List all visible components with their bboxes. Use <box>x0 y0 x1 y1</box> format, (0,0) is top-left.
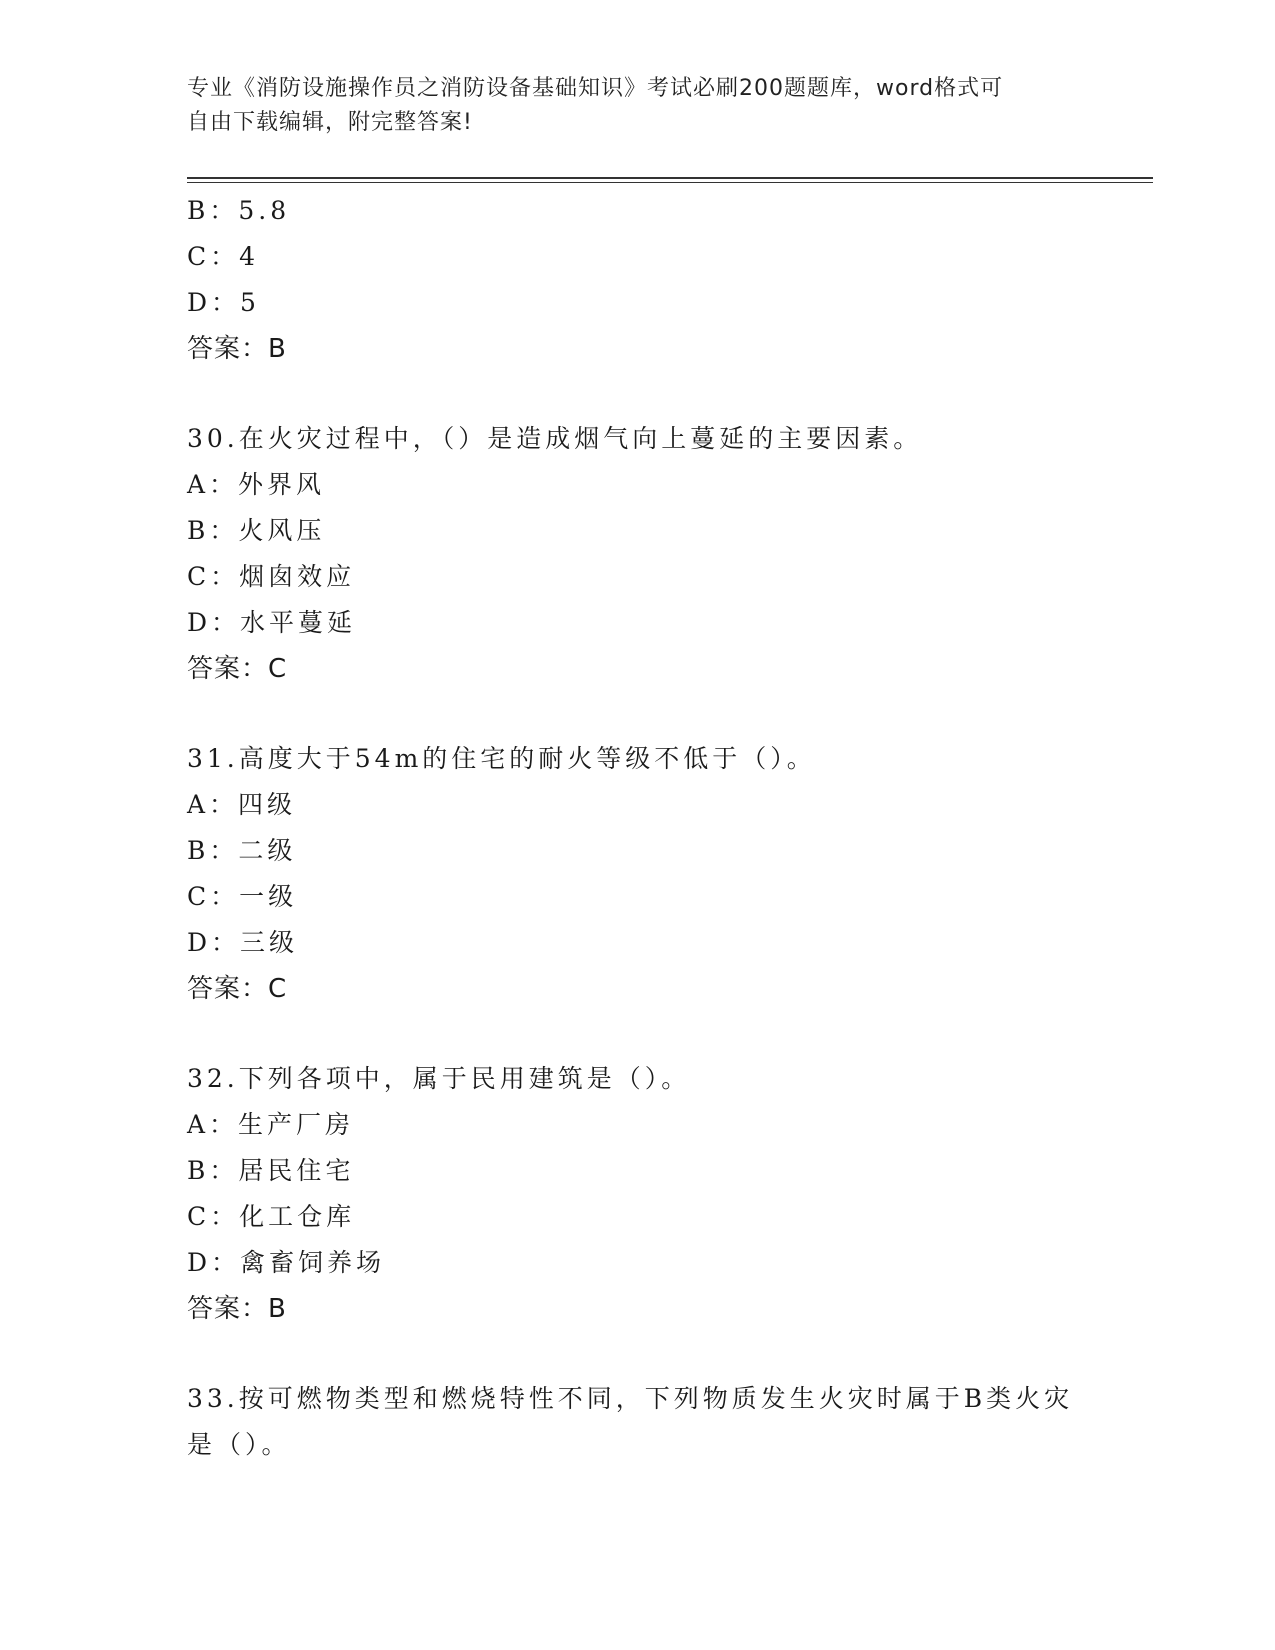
answer-line: 答案：B <box>187 334 287 364</box>
spacer <box>187 372 1153 416</box>
question-stem: 31.高度大于54m的住宅的耐火等级不低于（）。 <box>187 744 816 773</box>
question-stem: 30.在火灾过程中，（）是造成烟气向上蔓延的主要因素。 <box>187 424 923 453</box>
option-b: B：5.8 <box>187 196 291 225</box>
option-a: A：生产厂房 <box>187 1110 355 1139</box>
spacer <box>187 1012 1153 1056</box>
option-d: D：禽畜饲养场 <box>187 1248 386 1277</box>
option-c: C：4 <box>187 242 260 271</box>
option-d: D：三级 <box>187 928 299 957</box>
question-block-32 <box>187 1056 1153 1332</box>
option-b: B：火风压 <box>187 516 326 545</box>
option-c: C：烟囱效应 <box>187 562 356 591</box>
answer-line: 答案：B <box>187 1294 287 1324</box>
question-block-30 <box>187 416 1153 692</box>
option-a: A：四级 <box>187 790 297 819</box>
question-content <box>187 188 1153 1468</box>
option-d: D：5 <box>187 288 260 317</box>
spacer <box>187 692 1153 736</box>
spacer <box>187 1332 1153 1376</box>
question-stem-line-2: 是（）。 <box>187 1430 291 1459</box>
question-block-31 <box>187 736 1153 1012</box>
question-stem: 32.下列各项中，属于民用建筑是（）。 <box>187 1064 691 1093</box>
question-block-33 <box>187 1376 1153 1468</box>
option-c: C：一级 <box>187 882 298 911</box>
option-d: D：水平蔓延 <box>187 608 357 637</box>
answer-line: 答案：C <box>187 974 288 1004</box>
option-a: A：外界风 <box>187 470 326 499</box>
header-divider <box>187 177 1153 183</box>
question-stem-line-1: 33.按可燃物类型和燃烧特性不同，下列物质发生火灾时属于B类火灾 <box>187 1384 1074 1413</box>
header-line-2: 自由下载编辑，附完整答案! <box>187 110 473 135</box>
option-b: B：二级 <box>187 836 297 865</box>
answer-line: 答案：C <box>187 654 288 684</box>
option-b: B：居民住宅 <box>187 1156 355 1185</box>
question-block-partial <box>187 188 1153 372</box>
option-c: C：化工仓库 <box>187 1202 356 1231</box>
header-line-1: 专业《消防设施操作员之消防设备基础知识》考试必刷200题题库，word格式可 <box>187 76 1004 101</box>
page-header <box>187 72 1067 140</box>
